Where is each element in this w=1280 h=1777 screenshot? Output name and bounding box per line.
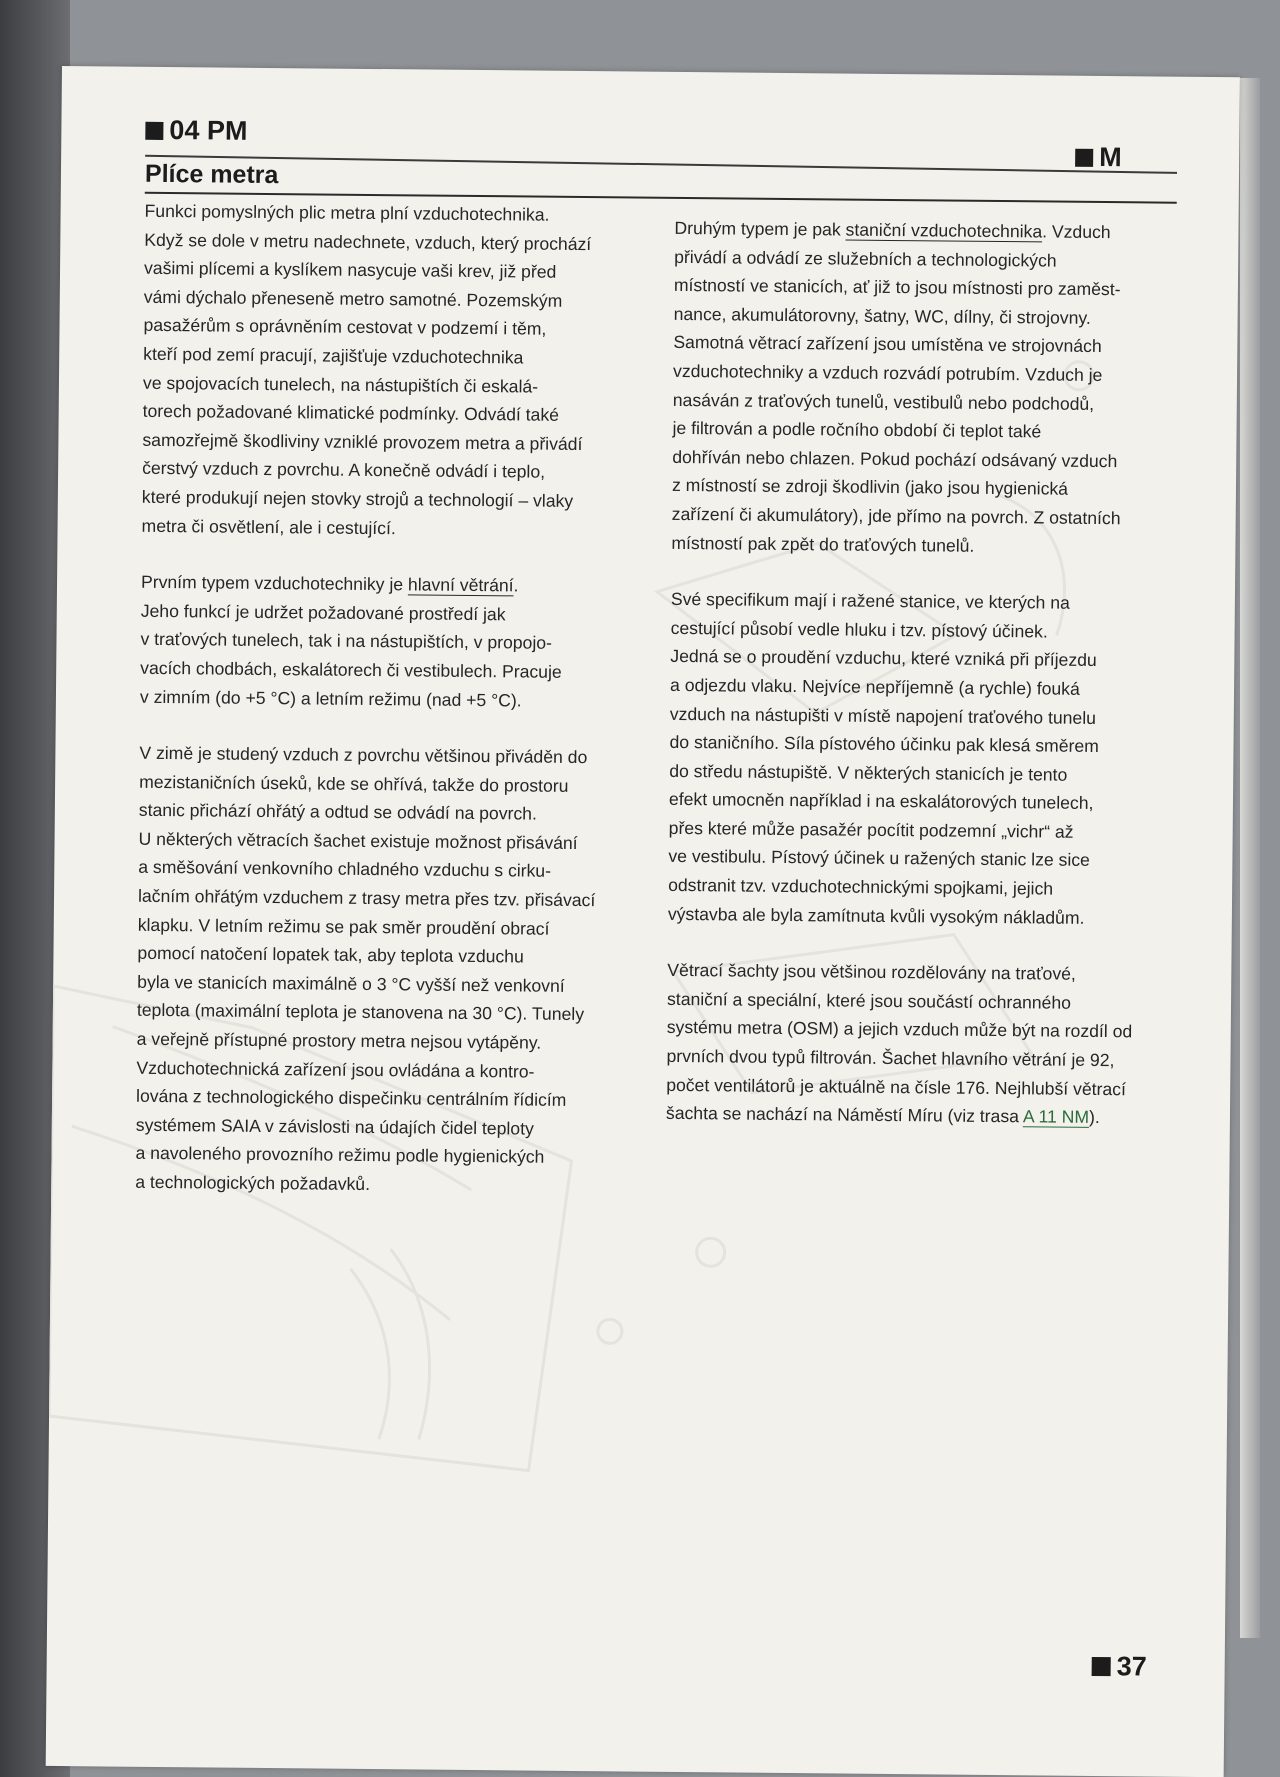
paragraph: Prvním typem vzduchotechniky je hlavní větrání. Jeho funkcí je udržet požadované prostředí jak v traťových tunelech, tak i na nástupištích, v propojo- vacích chodbách, eskalátorech či vestibulech. Pracuje v zimním (do +5 °C) a letním režimu (nad +5 °C). — [139, 571, 562, 710]
paragraph: V zimě je studený vzduch z povrchu většinou přiváděn do mezistaničních úseků, kde se ohřívá, takže do prostoru stanic přichází ohřátý a odtud se odvádí na povrch. U některých větracích šachet existuje možnost přisávání a směšování venkovního chladného vzduchu s cirku- lačním ohřátým vzduchem z trasy metra přes tzv. přisávací klapku. V letním režimu se pak směr proudění obrací pomocí natočení lopatek tak, aby teplota vzduchu byla ve stanicích maximálně o 3 °C vyšší než venkovní teplota (maximální teplota je stanovena na 30 °C). Tunely a veřejně přístupné prostory metra nejsou vytápěny. Vzduchotechnická zařízení jsou ovládána a kontro- lována z technologického dispečinku centrálním řídicím systémem SAIA v závislosti na údajích čidel teploty a navoleného provozního režimu podle hygienických a technologických požadavků. — [135, 742, 596, 1195]
paragraph: Druhým typem je pak staniční vzduchotechnika. Vzduch přivádí a odvádí ze služebních a technologických místností ve stanicích, ať již to jsou místnosti pro zaměst- nance, akumulátorovny, šatny, WC, dílny, či strojovny. Samotná větrací zařízení jsou umístěna ve strojovnách vzduchotechniky a vzduch rozvádí potrubím. Vzduch je nasáván z traťových tunelů, vestibulů nebo podchodů, je filtrován a podle ročního období či teplot také dohříván nebo chlazen. Pokud pochází odsávaný vzduch z místností se zdroji škodlivin (jako jsou hygienická zařízení či akumulátory), jde přímo na povrch. Z ostatních místností pak zpět do traťových tunelů. — [671, 217, 1121, 556]
paragraph: Větrací šachty jsou většinou rozdělovány na traťové, staniční a speciální, které jsou součástí ochranného systému metra (OSM) a jejich vzduch může být na rozdíl od prvních dvou typů filtrován. Šachet hlavního větrání je 92, počet ventilátorů je aktuálně na čísle 176. Nejhlubší větrací šachta se nachází na Náměstí Míru (viz trasa A 11 NM). — [665, 960, 1133, 1128]
left-column — [135, 197, 615, 1229]
page-header — [145, 115, 656, 194]
link-trasa-a11nm[interactable]: A 11 NM — [1022, 1106, 1090, 1128]
black-square-icon — [1092, 1657, 1111, 1676]
link-hlavni-vetrani[interactable]: hlavní větrání — [407, 574, 514, 596]
paragraph: Své specifikum mají i ražené stanice, ve kterých na cestující působí vedle hluku i tzv. pístový účinek. Jedná se o proudění vzduchu, které vzniká při příjezdu a odjezdu vlaku. Nejvíce nepříjemně (a rychle) fouká vzduch na nástupišti v místě napojení traťového tunelu do staničního. Síla pístového účinku pak klesá směrem do středu nástupiště. V některých stanicích je tento efekt umocněn například i na eskalátorových tunelech, přes které může pasažér pocítit podzemní „vichr“ až ve vestibulu. Pístový účinek u ražených stanic lze sice odstranit tzv. vzduchotechnickými spojkami, jejich výstavba ale byla zamítnuta kvůli vysokým nákladům. — [667, 588, 1099, 928]
right-column — [666, 214, 1175, 1161]
right-header-code: M — [1075, 142, 1122, 173]
section-code: 04 PM — [145, 115, 655, 151]
page-number: 37 — [1092, 1651, 1147, 1683]
black-square-icon — [145, 121, 163, 139]
book-page — [46, 66, 1240, 1777]
page-title: Plíce metra — [144, 159, 279, 190]
next-page-edge — [1240, 78, 1260, 1638]
paragraph: Funkci pomyslných plic metra plní vzduchotechnika. Když se dole v metru nadechnete, vzduch, který prochází vašimi plícemi a kyslíkem nasycuje vaši krev, již před vámi dýchalo přeneseně metro samotné. Pozemským pasažérům s oprávněním cestovat v podzemí i těm, kteří pod zemí pracují, zajišťuje vzduchotechnika ve spojovacích tunelech, na nástupištích či eskalá- torech požadované klimatické podmínky. Odvádí také samozřejmě škodliviny vzniklé provozem metra a přivádí čerstvý vzduch z povrchu. A konečně odvádí i teplo, které produkují nejen stovky strojů a technologií – vlaky metra či osvětlení, ale i cestující. — [141, 200, 592, 538]
link-stanicni-vzduchotechnika[interactable]: staniční vzduchotechnika — [845, 219, 1043, 242]
black-square-icon — [1075, 148, 1093, 166]
